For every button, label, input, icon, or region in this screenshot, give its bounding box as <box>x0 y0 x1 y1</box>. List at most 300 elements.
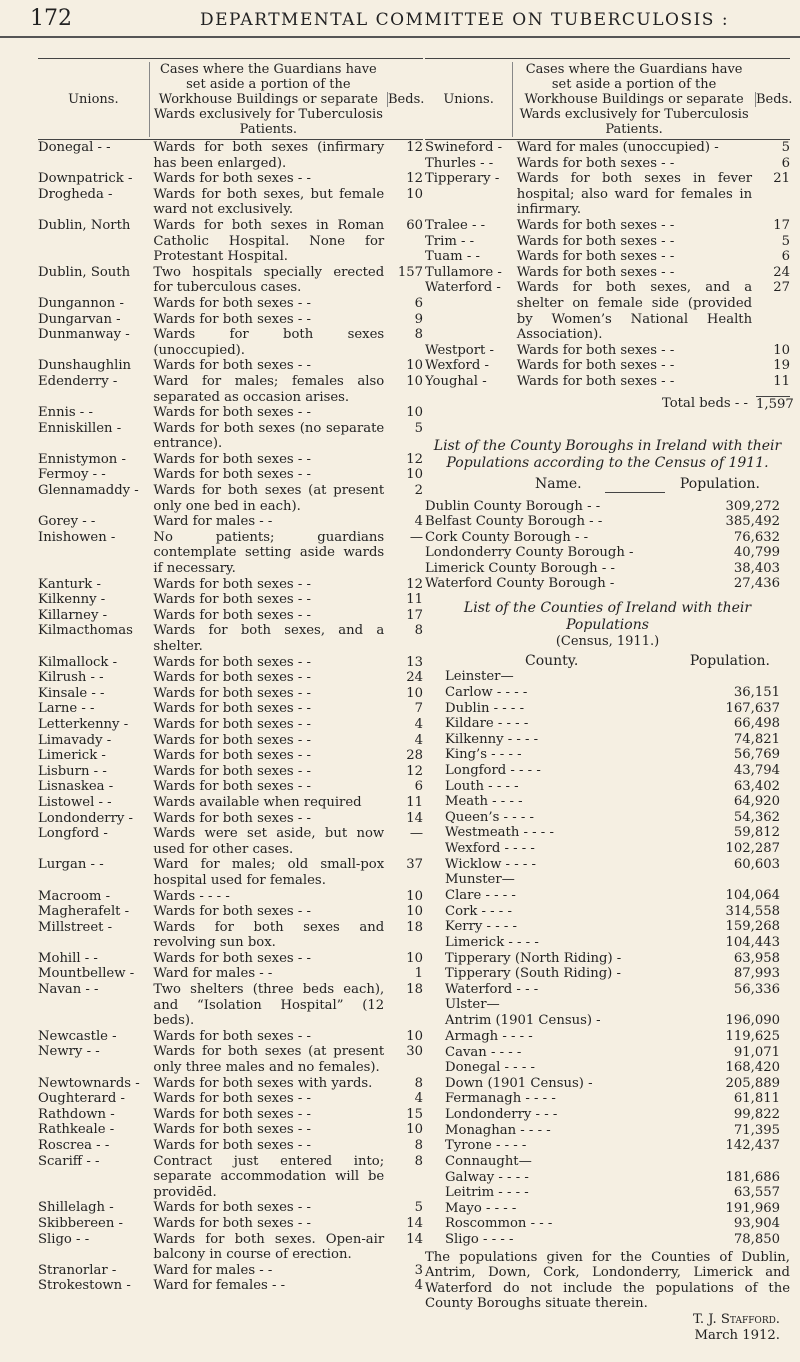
county-name: Leitrim - - - - <box>445 1185 529 1201</box>
county-population: 99,822 <box>733 1106 780 1122</box>
union-cases: Wards for both sexes (no separate entrance). <box>153 420 385 452</box>
table-row <box>38 467 423 483</box>
union-cases: Wards for both sexes - - <box>153 810 311 826</box>
county-name: Louth - - - - <box>445 778 519 794</box>
county-row <box>425 732 790 748</box>
union-beds: 17 <box>773 217 790 233</box>
union-cases: Wards for both sexes - - <box>153 405 311 421</box>
county-name: Tipperary (North Riding) - <box>445 950 622 966</box>
header-beds: Beds. <box>388 91 425 107</box>
union-beds: 5 <box>781 233 790 249</box>
table-row <box>425 280 790 342</box>
page-number: 172 <box>30 6 72 31</box>
union-beds: 5 <box>781 140 790 155</box>
union-cases: Wards for both sexes - - <box>516 155 675 171</box>
counties-title: List of the Counties of Ireland with their Populations <box>463 600 752 634</box>
county-name: Cavan - - - - <box>445 1044 522 1060</box>
counties-header <box>425 653 790 669</box>
union-beds: 1 <box>414 966 423 982</box>
table-row <box>38 1200 423 1216</box>
table-header-right <box>425 58 793 140</box>
union-beds: 10 <box>406 888 423 904</box>
union-name: Kilmallock - <box>38 654 118 670</box>
county-row <box>425 716 790 732</box>
county-population: 63,402 <box>733 778 780 794</box>
union-name: Youghal - <box>425 373 487 389</box>
union-cases: Wards for both sexes - - <box>153 171 311 187</box>
county-row <box>425 825 790 841</box>
union-name: Kinsale - - <box>38 685 105 701</box>
table-row <box>425 218 790 234</box>
county-row <box>425 1045 790 1061</box>
county-population: 314,558 <box>725 903 780 919</box>
union-name: Rathdown - <box>38 1106 115 1122</box>
union-name: Listowel - - <box>38 794 112 810</box>
county-name: Wexford - - - - <box>445 841 535 856</box>
union-beds: 4 <box>414 514 423 530</box>
total-beds-row <box>425 395 794 412</box>
county-name: Sligo - - - - <box>445 1232 514 1248</box>
union-beds: 10 <box>406 186 423 202</box>
table-row <box>38 748 423 764</box>
county-row <box>425 1060 790 1076</box>
union-name: Letterkenny - <box>38 716 129 732</box>
county-row <box>425 1107 790 1123</box>
counties-list <box>425 669 790 1248</box>
county-row <box>425 1201 790 1217</box>
union-cases: Wards for both sexes, and a shelter on female side (provided by Women’s National Health Association). <box>516 280 753 343</box>
county-row <box>425 1216 790 1232</box>
table-row <box>425 140 790 156</box>
union-name: Edenderry - <box>38 373 118 389</box>
union-beds: 8 <box>414 1075 423 1091</box>
borough-population: 27,436 <box>733 576 780 592</box>
total-beds-label: Total beds - - <box>661 395 748 411</box>
union-cases: Wards for both sexes (at present only one bed in each). <box>153 483 385 514</box>
signature: T. J. Stafford. <box>693 1312 780 1328</box>
county-row <box>425 951 790 967</box>
county-name: Londonderry - - - <box>445 1106 558 1122</box>
county-row <box>425 1029 790 1045</box>
union-name: Oughterard - <box>38 1091 125 1107</box>
union-cases: Wards for both sexes - - <box>153 1028 311 1044</box>
union-beds: 10 <box>773 342 790 358</box>
union-beds: 5 <box>414 420 423 436</box>
county-row <box>425 685 790 701</box>
county-row <box>425 810 790 826</box>
union-cases: Wards for both sexes - - <box>153 670 311 686</box>
county-population: 104,443 <box>725 934 780 950</box>
table-row <box>38 608 423 624</box>
counties-note: The populations given for the Counties of Dublin, Antrim, Down, Cork, Londonderry, Limerick and Waterford do not include the populations of the County Boroughs situate therein. <box>425 1249 790 1312</box>
county-row <box>425 779 790 795</box>
union-beds: 37 <box>406 857 423 873</box>
union-cases: Wards for both sexes - - <box>153 467 311 483</box>
table-row <box>38 670 423 686</box>
table-row <box>38 171 423 187</box>
union-name: Newcastle - <box>38 1028 117 1044</box>
union-beds: 10 <box>406 373 423 389</box>
boroughs-pop-header: Population. <box>679 475 760 492</box>
table-row <box>38 623 423 654</box>
borough-name: Cork County Borough - - <box>425 529 589 545</box>
union-beds: 10 <box>406 950 423 966</box>
union-cases: Wards for both sexes - - <box>516 358 675 374</box>
table-row <box>425 374 790 390</box>
county-name: Tipperary (South Riding) - <box>445 966 621 982</box>
union-name: Trim - - <box>425 233 475 249</box>
table-row <box>38 187 423 218</box>
union-beds: 28 <box>406 748 423 764</box>
union-name: Lisnaskea - <box>38 779 114 795</box>
province-heading: Leinster— <box>445 669 514 685</box>
county-name: Wicklow - - - - <box>445 856 536 872</box>
union-beds: 4 <box>414 716 423 732</box>
county-name: Donegal - - - - <box>445 1060 535 1076</box>
county-name: Carlow - - - - <box>445 685 528 701</box>
union-beds: 12 <box>406 171 423 187</box>
county-name: Kerry - - - - <box>445 919 517 935</box>
union-cases: Wards for both sexes - - <box>516 264 675 280</box>
county-row <box>425 794 790 810</box>
union-cases: Ward for males - - <box>153 514 273 530</box>
county-population: 167,637 <box>725 700 780 716</box>
table-row <box>38 686 423 702</box>
county-row <box>425 982 790 998</box>
table-row <box>38 358 423 374</box>
county-population: 191,969 <box>725 1200 780 1216</box>
table-row <box>38 951 423 967</box>
county-row <box>425 1076 790 1092</box>
table-row <box>38 1232 423 1263</box>
borough-name: Waterford County Borough - <box>425 576 615 592</box>
table-row <box>38 1044 423 1075</box>
total-beds-value: 1,597 <box>756 396 794 412</box>
union-beds: 8 <box>414 623 423 639</box>
union-beds: 8 <box>414 327 423 343</box>
union-beds: 4 <box>414 1091 423 1107</box>
county-name: Monaghan - - - - <box>445 1122 551 1138</box>
union-name: Navan - - <box>38 982 99 998</box>
union-cases: Wards for both sexes - - <box>153 904 311 920</box>
union-name: Swineford - <box>425 140 503 155</box>
union-name: Millstreet - <box>38 919 113 935</box>
union-beds: 10 <box>406 904 423 920</box>
union-name: Macroom - <box>38 888 111 904</box>
county-population: 181,686 <box>725 1169 780 1185</box>
table-row <box>38 1029 423 1045</box>
union-beds: 12 <box>406 576 423 592</box>
union-cases: Ward for males - - <box>153 966 273 982</box>
union-cases: Wards for both sexes - - <box>153 1200 311 1216</box>
table-row <box>38 733 423 749</box>
union-name: Ennistymon - <box>38 451 126 467</box>
borough-population: 385,492 <box>725 514 780 530</box>
page-header <box>0 4 800 36</box>
union-beds: 5 <box>414 1200 423 1216</box>
union-name: Mohill - - <box>38 950 98 966</box>
union-cases: Wards for both sexes - - <box>516 342 675 358</box>
union-beds: 10 <box>406 467 423 483</box>
union-name: Shillelagh - <box>38 1200 114 1216</box>
county-population: 66,498 <box>733 716 780 732</box>
table-row <box>425 249 790 265</box>
borough-row <box>425 499 790 515</box>
table-row <box>38 1154 423 1201</box>
table-row <box>38 717 423 733</box>
county-row <box>425 1138 790 1154</box>
boroughs-name-header: Name. <box>535 475 582 492</box>
county-name: Tyrone - - - - <box>445 1138 527 1154</box>
union-name: Dungannon - <box>38 295 124 311</box>
union-cases: Wards for both sexes - - <box>153 701 311 717</box>
union-cases: Wards for both sexes - - <box>153 1122 311 1138</box>
union-name: Lurgan - - <box>38 857 104 873</box>
county-row <box>425 966 790 982</box>
union-beds: 60 <box>406 217 423 233</box>
table-row <box>425 171 790 218</box>
county-row <box>425 857 790 873</box>
union-name: Wexford - <box>425 358 489 374</box>
table-row <box>38 514 423 530</box>
union-cases: Wards for both sexes - - <box>153 654 311 670</box>
borough-row <box>425 545 790 561</box>
union-name: Kilkenny - <box>38 592 106 608</box>
header-cases: Cases where the Guardians have set aside a portion of the Workhouse Buildings or separate Wards exclusively for Tuberculosis Patients. <box>512 62 755 137</box>
union-cases: Wards available when required <box>153 794 362 810</box>
county-population: 63,557 <box>733 1185 780 1201</box>
union-name: Tralee - - <box>425 217 486 233</box>
union-cases: Wards for both sexes - - <box>153 685 311 701</box>
county-name: Meath - - - - <box>445 794 523 810</box>
table-row <box>38 405 423 421</box>
union-beds: 18 <box>406 982 423 998</box>
union-beds: 10 <box>406 405 423 421</box>
union-cases: Wards were set aside, but now used for other cases. <box>153 826 385 857</box>
union-cases: Wards for both sexes with yards. <box>153 1075 373 1091</box>
union-beds: 8 <box>414 1138 423 1153</box>
union-name: Donegal - - <box>38 140 111 155</box>
union-cases: Wards for both sexes (unoccupied). <box>153 327 385 358</box>
county-name: Fermanagh - - - - <box>445 1091 556 1107</box>
union-name: Tipperary - <box>425 171 500 187</box>
borough-population: 76,632 <box>733 529 780 545</box>
union-cases: Wards for both sexes - - <box>153 311 311 327</box>
table-row <box>425 358 790 374</box>
union-beds: 11 <box>773 373 790 389</box>
union-beds: 12 <box>406 451 423 467</box>
boroughs-title: List of the County Boroughs in Ireland with their Populations according to the Census of 1911. <box>433 437 782 471</box>
union-cases: Wards for both sexes, but female ward not exclusively. <box>153 186 385 218</box>
union-name: Waterford - <box>425 280 501 296</box>
union-beds: 10 <box>406 1122 423 1138</box>
county-population: 102,287 <box>725 841 780 856</box>
table-row <box>38 826 423 857</box>
union-beds: 157 <box>397 264 423 280</box>
union-cases: Wards for both sexes - - <box>153 748 311 764</box>
union-name: Limerick - <box>38 748 106 764</box>
union-name: Magherafelt - <box>38 904 130 920</box>
county-name: Kilkenny - - - - <box>445 731 539 747</box>
union-name: Strokestown - <box>38 1278 131 1294</box>
county-population: 56,336 <box>733 981 780 997</box>
table-row <box>38 218 423 265</box>
borough-population: 38,403 <box>733 560 780 576</box>
right-column <box>425 58 794 1344</box>
union-cases: Wards for both sexes - - <box>153 716 311 732</box>
union-beds: 14 <box>406 1231 423 1247</box>
union-cases: Ward for males; old small-pox hospital used for females. <box>153 857 385 888</box>
county-row <box>425 919 790 935</box>
boroughs-rule <box>605 492 665 495</box>
union-beds: 6 <box>414 779 423 795</box>
table-row <box>38 265 423 296</box>
union-cases: Wards for both sexes - - <box>516 233 675 249</box>
table-row <box>38 811 423 827</box>
county-population: 61,811 <box>733 1091 780 1107</box>
table-row <box>38 374 423 405</box>
union-beds: 12 <box>406 140 423 155</box>
county-population: 205,889 <box>725 1075 780 1091</box>
county-population: 60,603 <box>733 856 780 872</box>
union-beds: 24 <box>773 264 790 280</box>
union-cases: Wards for both sexes - - <box>153 1215 311 1231</box>
union-cases: Wards for both sexes - - <box>153 732 311 748</box>
union-name: Lisburn - - <box>38 763 107 779</box>
county-row <box>425 888 790 904</box>
union-name: Newry - - <box>38 1044 100 1060</box>
union-cases: Wards for both sexes - - <box>153 1138 311 1153</box>
union-cases: Wards for both sexes - - <box>153 451 311 467</box>
borough-name: Limerick County Borough - - <box>425 560 615 576</box>
table-row <box>38 982 423 1029</box>
table-row <box>38 857 423 888</box>
union-beds: 7 <box>414 701 423 717</box>
union-name: Stranorlar - <box>38 1262 117 1278</box>
county-population: 74,821 <box>733 731 780 747</box>
union-name: Ennis - - <box>38 405 93 421</box>
union-beds: 30 <box>406 1044 423 1060</box>
table-row <box>38 655 423 671</box>
union-name: Sligo - - <box>38 1231 90 1247</box>
county-population: 36,151 <box>733 685 780 701</box>
county-name: Dublin - - - - <box>445 700 525 716</box>
county-name: Queen’s - - - - <box>445 809 534 825</box>
county-population: 104,064 <box>725 888 780 904</box>
union-beds: 3 <box>414 1262 423 1278</box>
county-name: Armagh - - - - <box>445 1028 533 1044</box>
county-population: 71,395 <box>733 1122 780 1138</box>
union-beds: 14 <box>406 810 423 826</box>
table-row <box>38 452 423 468</box>
county-population: 119,625 <box>725 1028 780 1044</box>
union-name: Westport - <box>425 342 494 358</box>
union-cases: Wards for both sexes - - <box>153 358 311 374</box>
county-population: 43,794 <box>733 763 780 779</box>
table-row <box>38 920 423 951</box>
union-beds: 2 <box>414 483 423 499</box>
county-population: 159,268 <box>725 919 780 935</box>
table-header-left <box>38 58 423 140</box>
union-beds: 11 <box>406 794 423 810</box>
signature-date: March 1912. <box>694 1328 780 1344</box>
table-row <box>38 483 423 514</box>
county-row <box>425 1170 790 1186</box>
union-name: Londonderry - <box>38 810 134 826</box>
page-title: DEPARTMENTAL COMMITTEE ON TUBERCULOSIS : <box>200 10 730 30</box>
union-name: Larne - - <box>38 701 95 717</box>
table-row <box>38 421 423 452</box>
union-beds: 12 <box>406 763 423 779</box>
union-beds: 24 <box>406 670 423 686</box>
county-population: 59,812 <box>733 825 780 841</box>
county-name: Westmeath - - - - <box>445 825 554 841</box>
union-name: Kanturk - <box>38 576 101 592</box>
boroughs-header <box>425 476 790 492</box>
union-cases: Wards for both sexes (at present only three males and no females). <box>153 1044 385 1076</box>
table-row <box>425 156 790 172</box>
union-name: Dunmanway - <box>38 327 130 343</box>
header-beds: Beds. <box>756 91 793 107</box>
union-name: Dunshaughlin <box>38 358 132 374</box>
county-population: 196,090 <box>725 1013 780 1029</box>
table-row <box>38 1122 423 1138</box>
union-name: Inishowen - <box>38 529 116 545</box>
union-beds: 10 <box>406 358 423 374</box>
left-table-body <box>38 140 423 1294</box>
union-cases: Ward for males; females also separated as occasion arises. <box>153 373 385 405</box>
union-name: Downpatrick - <box>38 171 133 187</box>
table-row <box>38 312 423 328</box>
county-row <box>425 1091 790 1107</box>
county-name: Clare - - - - <box>445 888 516 904</box>
union-name: Enniskillen - <box>38 420 122 436</box>
union-beds: 13 <box>406 654 423 670</box>
union-cases: Ward for females - - <box>153 1278 286 1294</box>
header-unions: Unions. <box>443 91 494 107</box>
union-beds: 21 <box>773 171 790 187</box>
county-population: 64,920 <box>733 794 780 810</box>
table-row <box>38 577 423 593</box>
county-row <box>425 1013 790 1029</box>
table-row <box>38 530 423 577</box>
counties-county-header: County. <box>525 653 579 670</box>
county-population: 87,993 <box>733 966 780 982</box>
county-row <box>425 841 790 857</box>
union-beds: 8 <box>414 1153 423 1169</box>
union-beds: — <box>409 826 423 842</box>
table-row <box>38 1263 423 1279</box>
union-name: Dublin, South <box>38 264 131 280</box>
county-name: King’s - - - - <box>445 747 522 763</box>
union-name: Limavady - <box>38 732 112 748</box>
table-row <box>38 140 423 171</box>
union-beds: 10 <box>406 685 423 701</box>
table-row <box>425 343 790 359</box>
union-beds: 27 <box>773 280 790 296</box>
union-beds: 18 <box>406 919 423 935</box>
header-rule <box>0 36 800 38</box>
union-cases: Wards for both sexes and revolving sun box. <box>153 919 385 951</box>
county-population: 56,769 <box>733 747 780 763</box>
county-population: 63,958 <box>733 950 780 966</box>
left-column <box>38 58 423 1294</box>
union-name: Roscrea - - <box>38 1138 110 1153</box>
table-row <box>38 904 423 920</box>
table-row <box>38 1076 423 1092</box>
union-cases: Wards for both sexes - - <box>516 217 675 233</box>
union-cases: Wards for both sexes - - <box>153 576 311 592</box>
